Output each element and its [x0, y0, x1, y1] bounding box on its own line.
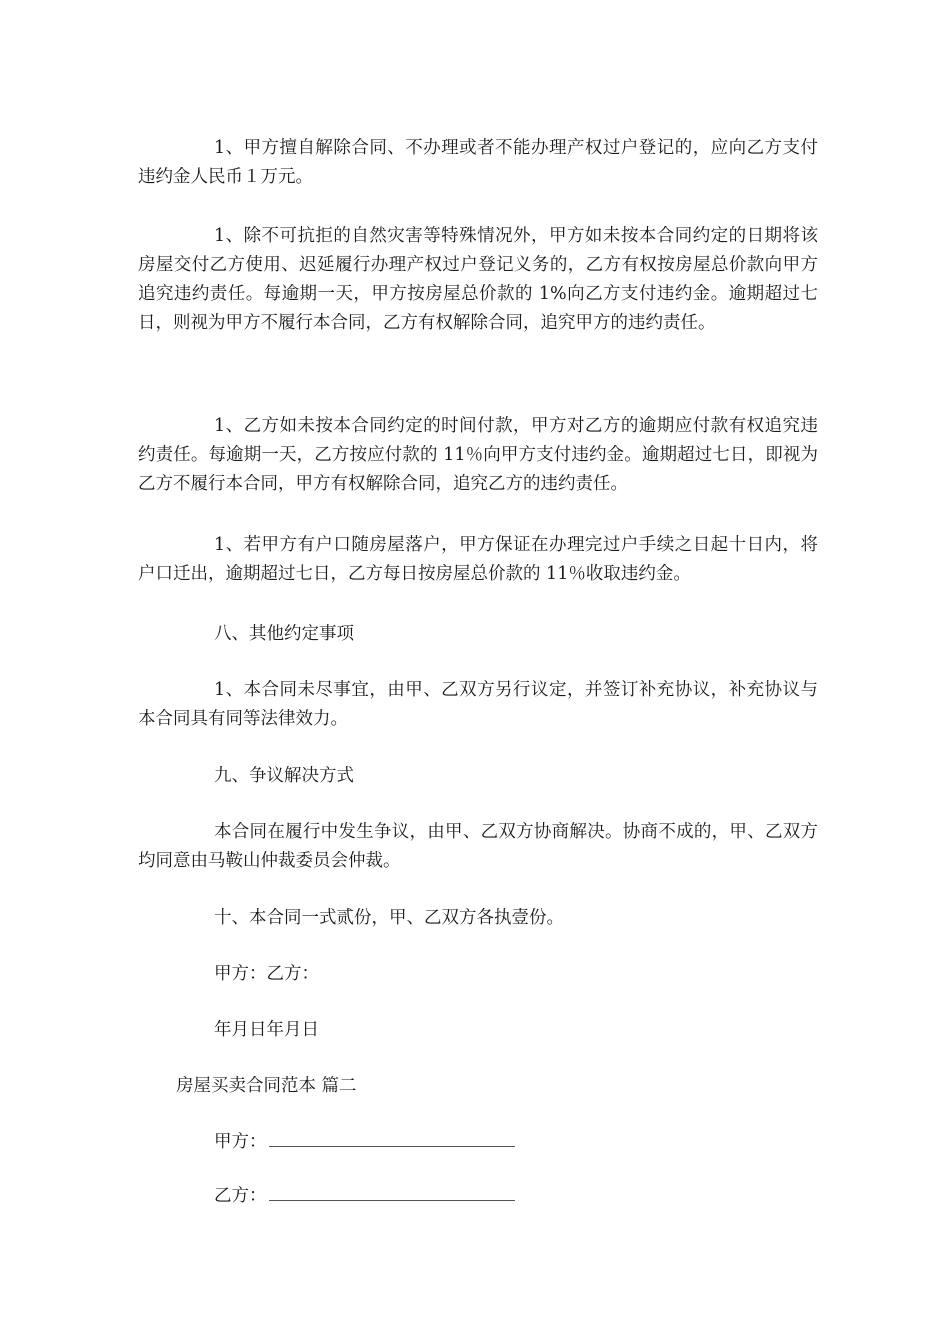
clause-breach-party-a: 1、甲方擅自解除合同、不办理或者不能办理产权过户登记的，应向乙方支付违约金人民币１万元。	[138, 138, 818, 187]
party-a-label: 甲方：	[214, 1132, 267, 1152]
section-two-title: 房屋买卖合同范本 篇二	[176, 1076, 357, 1096]
heading-other-matters: 八、其他约定事项	[214, 624, 354, 644]
party-a-blank-line	[269, 1128, 515, 1147]
party-b-blank-line	[269, 1182, 515, 1201]
party-b-row	[214, 1182, 515, 1211]
clause-late-payment: 1、乙方如未按本合同约定的时间付款，甲方对乙方的逾期应付款有权追究违约责任。每逾期一天，乙方按应付款的 11％向甲方支付违约金。逾期超过七日，即视为乙方不履行本合同，甲方有权解除合同，追究乙方的违约责任。	[138, 416, 818, 494]
clause-late-delivery: 1、除不可抗拒的自然灾害等特殊情况外，甲方如未按本合同约定的日期将该房屋交付乙方使用、迟延履行办理产权过户登记义务的，乙方有权按房屋总价款向甲方追究违约责任。每逾期一天，甲方按房屋总价款的 1%向乙方支付违约金。逾期超过七日，则视为甲方不履行本合同，乙方有权解除合同，追究甲方的违约责任。	[138, 226, 818, 333]
clause-copies: 十、本合同一式贰份，甲、乙双方各执壹份。	[214, 908, 564, 928]
clause-household-registration: 1、若甲方有户口随房屋落户，甲方保证在办理完过户手续之日起十日内，将户口迁出，逾期超过七日，乙方每日按房屋总价款的 11％收取违约金。	[138, 535, 818, 584]
heading-dispute-resolution: 九、争议解决方式	[214, 766, 354, 786]
signature-dates: 年月日年月日	[214, 1020, 319, 1040]
clause-supplementary-agreement: 1、本合同未尽事宜，由甲、乙双方另行议定，并签订补充协议，补充协议与本合同具有同等法律效力。	[138, 680, 818, 729]
party-signatures: 甲方：乙方：	[214, 964, 319, 984]
party-a-row	[214, 1128, 515, 1157]
party-b-label: 乙方：	[214, 1186, 267, 1206]
clause-arbitration: 本合同在履行中发生争议，由甲、乙双方协商解决。协商不成的，甲、乙双方均同意由马鞍山仲裁委员会仲裁。	[138, 822, 818, 871]
